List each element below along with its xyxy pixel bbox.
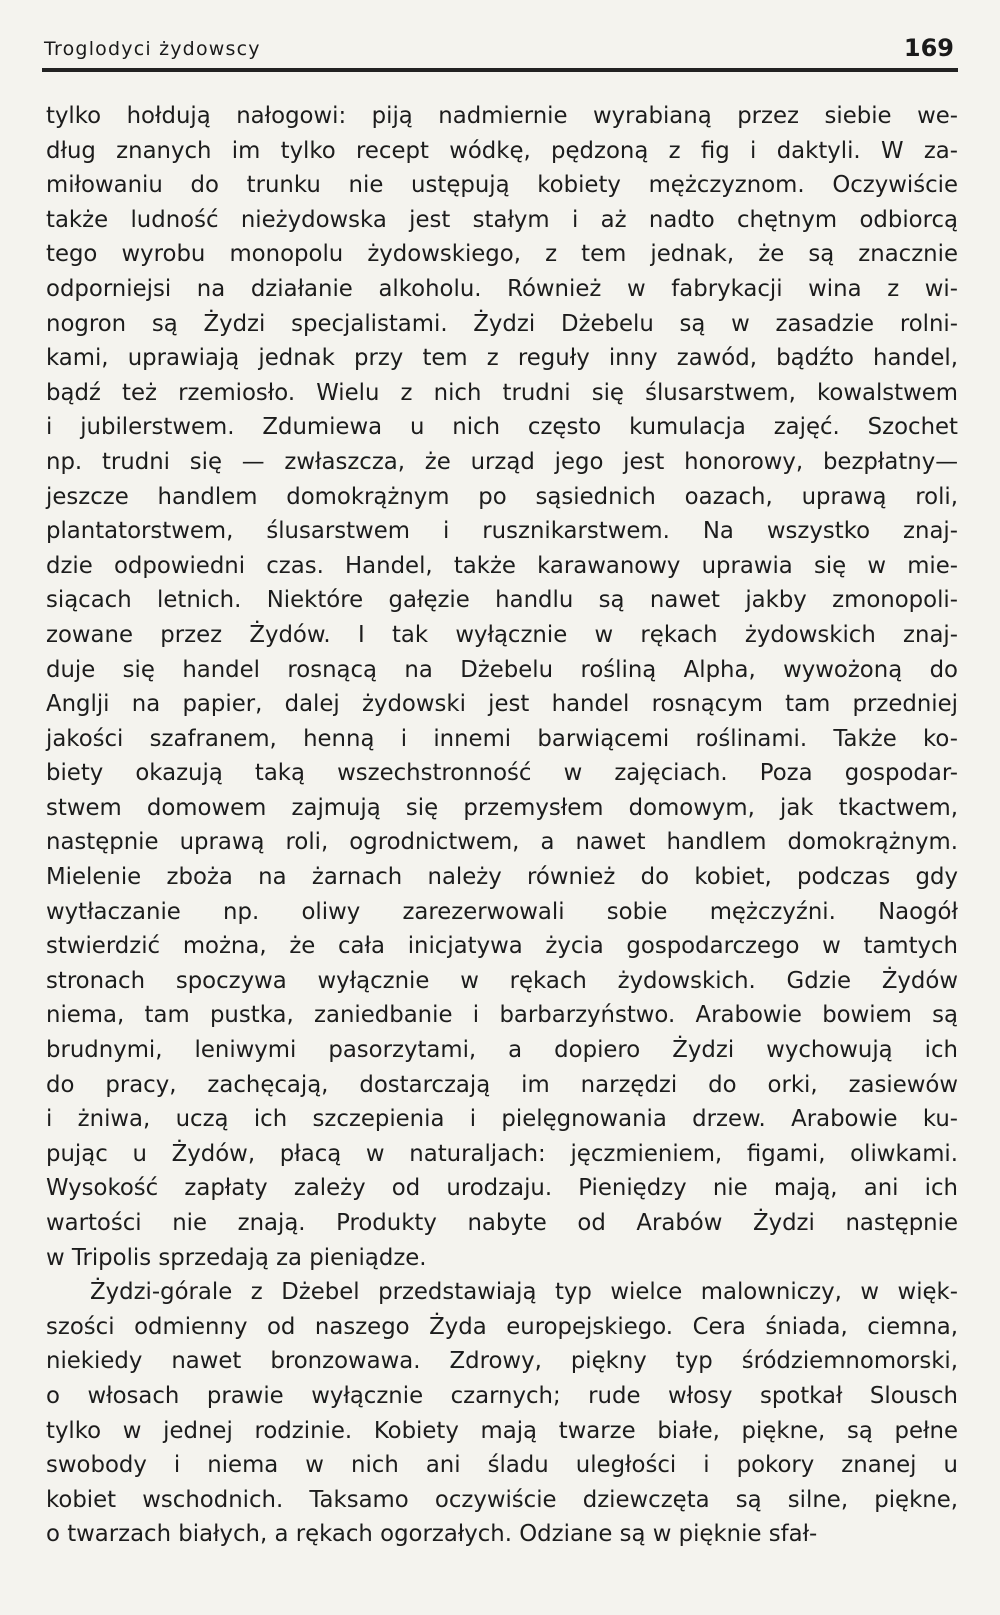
- text-line: jeszcze handlem domokrążnym po sąsiednich oazach, uprawą roli,: [46, 483, 958, 510]
- text-line: nogron są Żydzi specjalistami. Żydzi Dżebelu są w zasadzie rolni-: [46, 310, 958, 337]
- text-line: i żniwa, uczą ich szczepienia i pielęgnowania drzew. Arabowie ku-: [46, 1106, 958, 1133]
- text-line: także ludność nieżydowska jest stałym i aż nadto chętnym odbiorcą: [46, 206, 958, 233]
- text-line: w Tripolis sprzedają za pieniądze.: [46, 1244, 427, 1271]
- text-line: biety okazują taką wszechstronność w zajęciach. Poza gospodar-: [46, 760, 958, 787]
- text-line: brudnymi, leniwymi pasorzytami, a dopiero Żydzi wychowują ich: [46, 1037, 958, 1064]
- text-line: swobody i niema w nich ani śladu uległości i pokory znanej u: [46, 1452, 958, 1479]
- text-line: Mielenie zboża na żarnach należy również do kobiet, podczas gdy: [46, 864, 958, 891]
- text-line: o twarzach białych, a rękach ogorzałych. Odziane są w pięknie sfał-: [46, 1521, 818, 1548]
- running-head: [42, 36, 958, 66]
- text-line: miłowaniu do trunku nie ustępują kobiety mężczyznom. Oczywiście: [46, 172, 958, 199]
- text-line: Żydzi-górale z Dżebel przedstawiają typ wielce malowniczy, w więk-: [90, 1279, 958, 1306]
- text-line: i jubilerstwem. Zdumiewa u nich często kumulacja zajęć. Szochet: [46, 414, 958, 441]
- text-line: następnie uprawą roli, ogrodnictwem, a nawet handlem domokrążnym.: [46, 829, 958, 856]
- text-line: stronach spoczywa wyłącznie w rękach żydowskich. Gdzie Żydów: [46, 967, 958, 994]
- paragraph: [46, 99, 958, 1275]
- text-line: dzie odpowiedni czas. Handel, także karawanowy uprawia się w mie-: [46, 552, 958, 579]
- text-line: tylko w jednej rodzinie. Kobiety mają twarze białe, piękne, są pełne: [46, 1417, 958, 1444]
- header-rule: [42, 68, 958, 72]
- text-line: bądź też rzemiosło. Wielu z nich trudni się ślusarstwem, kowalstwem: [46, 379, 958, 406]
- text-line: zowane przez Żydów. I tak wyłącznie w rękach żydowskich znaj-: [46, 621, 958, 648]
- text-line: plantatorstwem, ślusarstwem i rusznikarstwem. Na wszystko znaj-: [46, 518, 958, 545]
- text-line: Wysokość zapłaty zależy od urodzaju. Pieniędzy nie mają, ani ich: [46, 1175, 958, 1202]
- text-line: Anglji na papier, dalej żydowski jest handel rosnącym tam przedniej: [46, 691, 958, 718]
- text-line: kobiet wschodnich. Taksamo oczywiście dziewczęta są silne, piękne,: [46, 1486, 958, 1513]
- text-line: wartości nie znają. Produkty nabyte od Arabów Żydzi następnie: [46, 1210, 958, 1236]
- text-line: siącach letnich. Niektóre gałęzie handlu są nawet jakby zmonopoli-: [46, 587, 958, 614]
- text-line: kami, uprawiają jednak przy tem z reguły inny zawód, bądźto handel,: [46, 345, 958, 372]
- body-text: [46, 99, 958, 1552]
- text-line: duje się handel rosnącą na Dżebelu rośliną Alpha, wywożoną do: [46, 656, 958, 683]
- text-line: tylko hołdują nałogowi: piją nadmiernie wyrabianą przez siebie we-: [46, 103, 958, 129]
- running-title: Troglodyci żydowscy: [44, 38, 261, 60]
- text-line: dług znanych im tylko recept wódkę, pędzoną z fig i daktyli. W za-: [46, 137, 958, 164]
- text-line: niekiedy nawet bronzowawa. Zdrowy, piękny typ śródziemnomorski,: [46, 1348, 958, 1375]
- text-line: jakości szafranem, henną i innemi barwiącemi roślinami. Także ko-: [46, 725, 958, 752]
- text-line: szości odmienny od naszego Żyda europejskiego. Cera śniada, ciemna,: [46, 1313, 958, 1340]
- page-number: 169: [903, 34, 954, 62]
- paragraph: [46, 1275, 958, 1552]
- text-line: stwierdzić można, że cała inicjatywa życia gospodarczego w tamtych: [46, 933, 958, 960]
- text-line: wytłaczanie np. oliwy zarezerwowali sobie mężczyźni. Naogół: [46, 898, 958, 925]
- text-line: do pracy, zachęcają, dostarczają im narzędzi do orki, zasiewów: [46, 1071, 958, 1098]
- text-line: o włosach prawie wyłącznie czarnych; rude włosy spotkał Slousch: [46, 1382, 958, 1409]
- text-line: tego wyrobu monopolu żydowskiego, z tem jednak, że są znacznie: [46, 241, 958, 268]
- text-line: odporniejsi na działanie alkoholu. Również w fabrykacji wina z wi-: [46, 275, 958, 302]
- text-line: stwem domowem zajmują się przemysłem domowym, jak tkactwem,: [46, 794, 958, 821]
- text-line: np. trudni się — zwłaszcza, że urząd jego jest honorowy, bezpłatny—: [46, 448, 958, 475]
- text-line: niema, tam pustka, zaniedbanie i barbarzyństwo. Arabowie bowiem są: [46, 1002, 958, 1029]
- text-line: pując u Żydów, płacą w naturaljach: jęczmieniem, figami, oliwkami.: [46, 1140, 958, 1167]
